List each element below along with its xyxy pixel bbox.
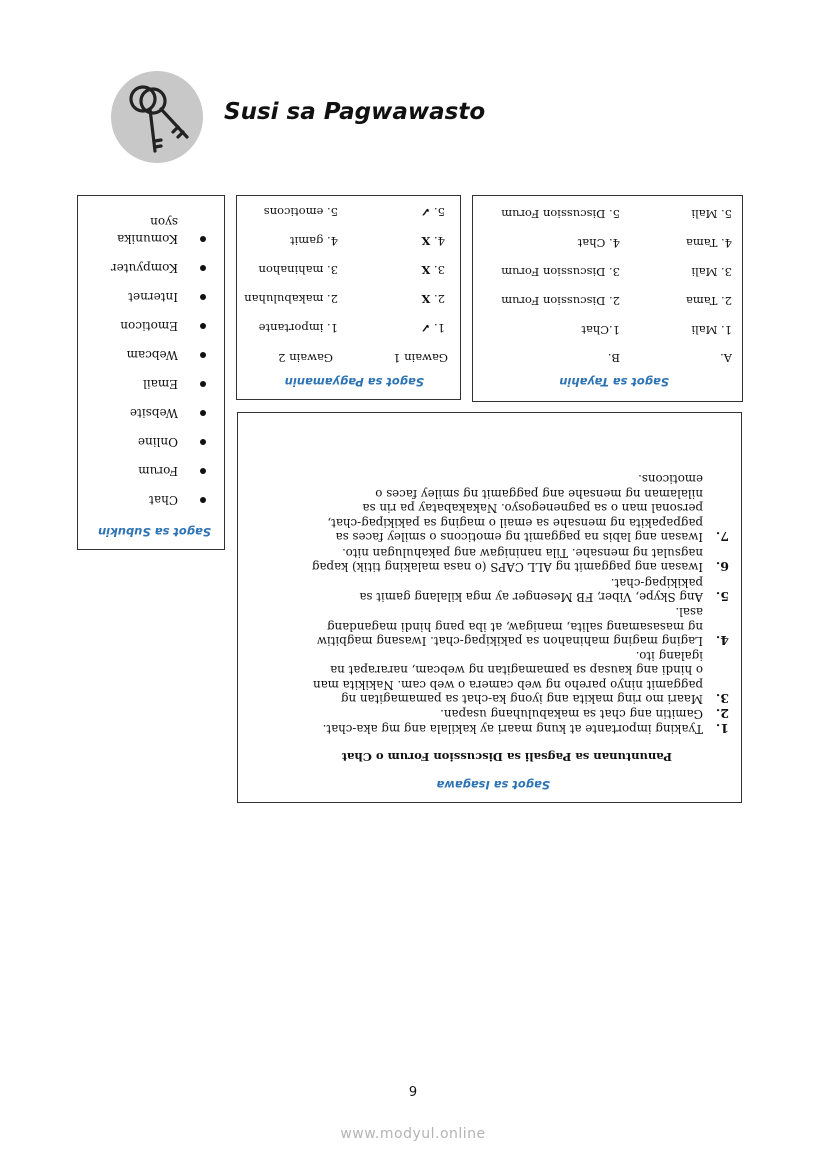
isagawa-heading: Sagot sa Isagawa (436, 778, 550, 792)
table-row: 1. ✓ (420, 321, 445, 335)
table-cell: 4. Chat (577, 236, 620, 250)
list-item: Chat (149, 493, 206, 507)
gawain2-header: Gawain 2 (278, 351, 333, 365)
pagyamanin-heading: Sagot sa Pagyamanin (284, 375, 424, 389)
footer-watermark: www.modyul.online (340, 1126, 486, 1142)
table-row: 5. ✓ (420, 205, 445, 219)
rule-number: 2. (715, 706, 729, 721)
table-cell: 3. mahinahon (258, 263, 338, 277)
table-row: 2. X (421, 292, 445, 306)
rule-text: Iwasan ang paggamit ng ALL CAPS (o nasa malaking titik) kapag nagsulat ng mensahe. Tila naninigaw ang pakahulugan nito. (311, 545, 703, 574)
rule-number: 1. (715, 721, 729, 736)
table-cell: 5. emoticons (263, 205, 338, 219)
isagawa-box (237, 412, 742, 803)
rule-number: 3. (715, 691, 729, 706)
subukin-box (77, 195, 225, 550)
table-row: 3. X (421, 263, 445, 277)
col-b-header: B. (607, 351, 620, 365)
pagyamanin-box (236, 195, 461, 400)
table-cell: 5. Discussion Forum (501, 207, 620, 221)
isagawa-subtitle: Panuntunan sa Pagsali sa Discussion Forum o Chat (341, 750, 672, 764)
rule-number: 6. (715, 559, 729, 574)
table-cell: 2. Discussion Forum (501, 294, 620, 308)
page-number: 9 (408, 1085, 418, 1100)
gawain1-header: Gawain 1 (393, 351, 448, 365)
rule-text: Iwasan ang labis na paggamit ng emoticons o smiley faces sa pagpapakita ng mensahe sa email o maging sa pakikipag-chat, personal man o sa pagnenegosyo. Nakakabatay pa rin sa nilalaman ng mensahe ang paggamit ng smiley faces o emoticons. (327, 472, 703, 544)
list-item: Online (138, 435, 206, 449)
table-cell: 2. Tama (685, 294, 732, 308)
list-item: Emoticon (120, 319, 206, 333)
list-item: Webcam (127, 348, 206, 362)
list-item: Email (143, 377, 206, 391)
list-item: Forum (138, 464, 206, 478)
rule-text: Ang Skype, Viber, FB Mesenger ay mga kilalang gamit sa pakikipag-chat. (359, 575, 703, 604)
col-a-header: A. (720, 351, 732, 365)
logo-badge (111, 71, 203, 163)
list-item-continuation: syon (150, 215, 178, 229)
table-cell: 1. Mali (691, 323, 732, 337)
rule-text: Gamitin ang chat sa makabuluhang usapan. (440, 707, 703, 721)
table-cell: 4. Tama (685, 236, 732, 250)
page-title: Susi sa Pagwawasto (224, 99, 486, 125)
keys-icon (111, 71, 203, 163)
rule-text: Maari mo ring makita ang iyong ka-chat sa pamamagitan ng paggamit ninyo pareho ng web camera o web cam. Nakikita man o hindi ang kausap sa pamamagitan ng webcam, nararapat na igalang ito. (313, 648, 703, 706)
list-item: Komunika (117, 232, 206, 246)
list-item: Internet (128, 290, 206, 304)
rule-number: 5. (715, 589, 729, 604)
subukin-heading: Sagot sa Subukin (98, 525, 211, 539)
table-cell: 1. importante (258, 321, 338, 335)
list-item: Website (130, 406, 206, 420)
table-cell: 3. Mali (691, 265, 732, 279)
tayahin-box (472, 195, 743, 402)
list-item: Kompyuter (111, 261, 206, 275)
rule-text: Tyaking importante at kung maari ay kakilala ang mg aka-chat. (322, 722, 703, 736)
table-cell: 1.Chat (581, 323, 620, 337)
rule-number: 4. (715, 633, 729, 648)
table-cell: 4. gamit (289, 234, 338, 248)
rule-number: 7. (715, 529, 729, 544)
table-row: 4. X (421, 234, 445, 248)
table-cell: 3. Discussion Forum (501, 265, 620, 279)
rule-text: Laging maging mahinahon sa pakikipag-chat. Iwasang magbitiw ng masasamang salita, manigaw, at iba pang hindi magandang asal. (316, 605, 703, 648)
tayahin-heading: Sagot sa Tayahin (559, 375, 669, 389)
table-cell: 5. Mali (691, 207, 732, 221)
table-cell: 2. makabuluhan (244, 292, 338, 306)
